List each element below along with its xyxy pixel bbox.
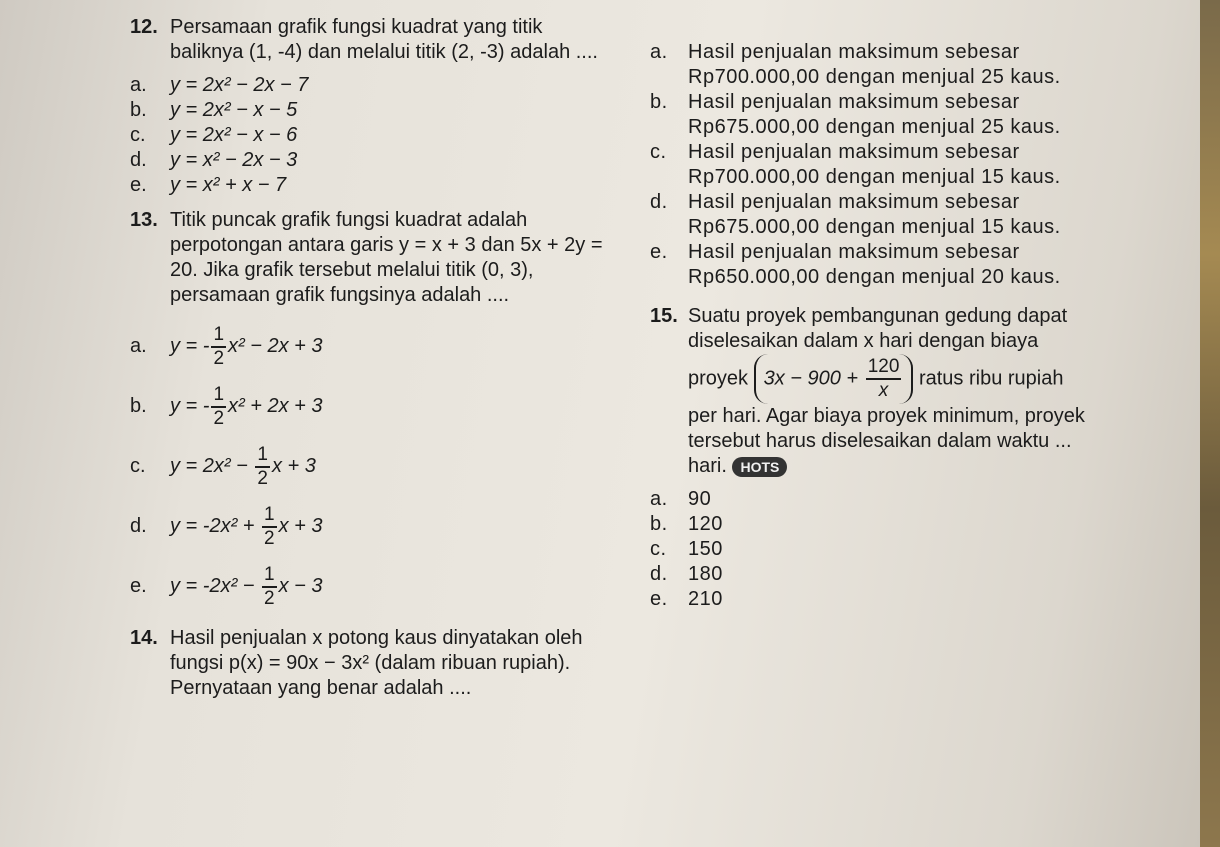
question-15 [650,304,1090,479]
question-number: 15. [650,305,678,327]
right-column [650,40,1090,612]
option-12c: c. y = 2x² − x − 6 [130,124,298,146]
option-15d: d. 180 [650,563,723,585]
fraction: $\frac{1}{2}$ [264,503,275,549]
option-13c: c. y = 2x² − $\frac{1}{2}$ x + 3 [130,443,316,489]
option-15e: e. 210 [650,588,723,610]
option-15c: c. 150 [650,538,723,560]
question-number: 12. [130,16,158,38]
option-14e: e. Hasil penjualan maksimum sebesar Rp650.000,00 dengan menjual 20 kaus. [650,241,1061,288]
question-text-before: Suatu proyek pembangunan gedung dapat diselesaikan dalam x hari dengan biaya proyek [688,305,1068,390]
option-14b: b. Hasil penjualan maksimum sebesar Rp675.000,00 dengan menjual 25 kaus. [650,91,1061,138]
question-text: Persamaan grafik fungsi kuadrat yang titik baliknya (1, -4) dan melalui titik (2, -3) adalah .... [170,16,598,63]
option-15b: b. 120 [650,513,723,535]
question-number: 14. [130,627,158,649]
option-14d: d. Hasil penjualan maksimum sebesar Rp675.000,00 dengan menjual 15 kaus. [650,191,1061,238]
option-14a: a. Hasil penjualan maksimum sebesar Rp700.000,00 dengan menjual 25 kaus. [650,41,1061,88]
option-12b: b. y = 2x² − x − 5 [130,99,298,121]
option-12e: e. y = x² + x − 7 [130,174,287,196]
option-12d: d. y = x² − 2x − 3 [130,149,298,171]
fraction: $\frac{1}{2}$ [264,563,275,609]
page-edge [1200,0,1220,847]
question-14-options [650,40,1090,290]
question-text: Titik puncak grafik fungsi kuadrat adalah perpotongan antara garis y = x + 3 dan 5x + 2y = 20. Jika grafik tersebut melalui titik (0, 3), persamaan grafik fungsinya adalah .... [170,209,603,306]
left-column [130,15,610,709]
option-14c: c. Hasil penjualan maksimum sebesar Rp700.000,00 dengan menjual 15 kaus. [650,141,1061,188]
fraction: $\frac{1}{2}$ [213,323,225,369]
option-15a: a. 90 [650,488,712,510]
question-text: Hasil penjualan x potong kaus dinyatakan oleh fungsi p(x) = 90x − 3x² (dalam ribuan rupiah). Pernyataan yang benar adalah .... [170,627,583,699]
cost-formula: 3x − 900 + $\frac{120}{x}$ [754,354,914,404]
question-13 [130,208,610,308]
fraction: $\frac{120}{x}$ [867,356,900,401]
fraction: $\frac{1}{2}$ [257,443,268,489]
question-15-options [650,487,1090,612]
option-13a: a. y = - $\frac{1}{2}$ x² − 2x + 3 [130,323,323,369]
question-12-options [130,73,610,198]
question-12 [130,15,610,65]
hots-badge: HOTS [732,457,787,477]
option-13d: d. y = -2x² + $\frac{1}{2}$ x + 3 [130,503,323,549]
question-text-after: ratus ribu rupiah per hari. Agar biaya proyek minimum, proyek tersebut harus diselesaikan dalam waktu ... hari. [688,367,1085,477]
question-number: 13. [130,209,158,231]
question-14 [130,626,610,701]
option-13e: e. y = -2x² − $\frac{1}{2}$ x − 3 [130,563,323,609]
option-12a: a. y = 2x² − 2x − 7 [130,74,309,96]
option-13b: b. y = - $\frac{1}{2}$ x² + 2x + 3 [130,383,323,429]
fraction: $\frac{1}{2}$ [213,383,225,429]
question-13-options [130,316,610,616]
